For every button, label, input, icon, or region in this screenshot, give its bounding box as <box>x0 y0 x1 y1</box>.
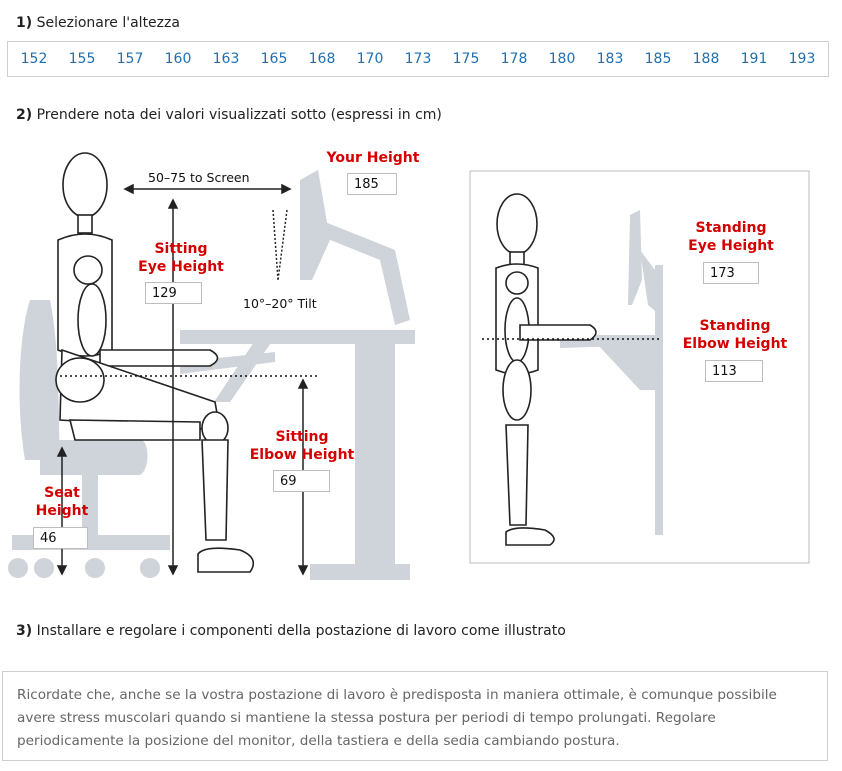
step-3-title <box>16 623 566 639</box>
ergonomics-diagram <box>0 140 842 585</box>
height-option-165[interactable]: 165 <box>260 51 288 67</box>
height-option-191[interactable]: 191 <box>740 51 768 67</box>
height-option-170[interactable]: 170 <box>356 51 384 67</box>
height-option-183[interactable]: 183 <box>596 51 624 67</box>
height-option-155[interactable]: 155 <box>68 51 96 67</box>
height-option-193[interactable]: 193 <box>788 51 816 67</box>
sitting-eye-height-value: 129 <box>145 282 202 304</box>
height-option-178[interactable]: 178 <box>500 51 528 67</box>
seat-height-label: Seat Height <box>35 485 89 519</box>
step-number: 3) <box>16 623 33 639</box>
height-option-175[interactable]: 175 <box>452 51 480 67</box>
height-option-168[interactable]: 168 <box>308 51 336 67</box>
sitting-elbow-height-label: Sitting Elbow Height <box>249 429 355 463</box>
step-text: Prendere nota dei valori visualizzati sotto (espressi in cm) <box>32 107 442 123</box>
height-option-180[interactable]: 180 <box>548 51 576 67</box>
screen-distance-label: 50–75 to Screen <box>148 170 250 185</box>
advice-note-text: Ricordate che, anche se la vostra postazione di lavoro è predisposta in maniera ottimale, è comunque possibile avere stress muscolari quando si mantiene la stessa postura per periodi di tempo prolungati. Regolare periodicamente la posizione del monitor, della tastiera e della sedia cambiando postura. <box>17 687 777 749</box>
height-option-173[interactable]: 173 <box>404 51 432 67</box>
your-height-label: Your Height <box>326 150 420 166</box>
step-1-title <box>16 15 180 31</box>
step-text: Selezionare l'altezza <box>32 15 180 31</box>
your-height-value: 185 <box>347 173 397 195</box>
sitting-elbow-height-value: 69 <box>273 470 330 492</box>
step-number: 1) <box>16 15 33 31</box>
height-option-160[interactable]: 160 <box>164 51 192 67</box>
step-2-title <box>16 107 442 123</box>
height-option-185[interactable]: 185 <box>644 51 672 67</box>
height-option-157[interactable]: 157 <box>116 51 144 67</box>
standing-eye-height-value: 173 <box>703 262 759 284</box>
height-option-188[interactable]: 188 <box>692 51 720 67</box>
step-text: Installare e regolare i componenti della postazione di lavoro come illustrato <box>32 623 566 639</box>
advice-note <box>2 671 828 761</box>
step-number: 2) <box>16 107 33 123</box>
seat-height-value: 46 <box>33 527 88 549</box>
height-selector <box>7 41 829 77</box>
sitting-eye-height-label: Sitting Eye Height <box>138 241 224 275</box>
standing-elbow-height-label: Standing Elbow Height <box>682 318 788 352</box>
height-option-152[interactable]: 152 <box>20 51 48 67</box>
standing-elbow-height-value: 113 <box>705 360 763 382</box>
tilt-label: 10°–20° Tilt <box>243 296 317 311</box>
height-option-163[interactable]: 163 <box>212 51 240 67</box>
standing-eye-height-label: Standing Eye Height <box>688 220 774 254</box>
